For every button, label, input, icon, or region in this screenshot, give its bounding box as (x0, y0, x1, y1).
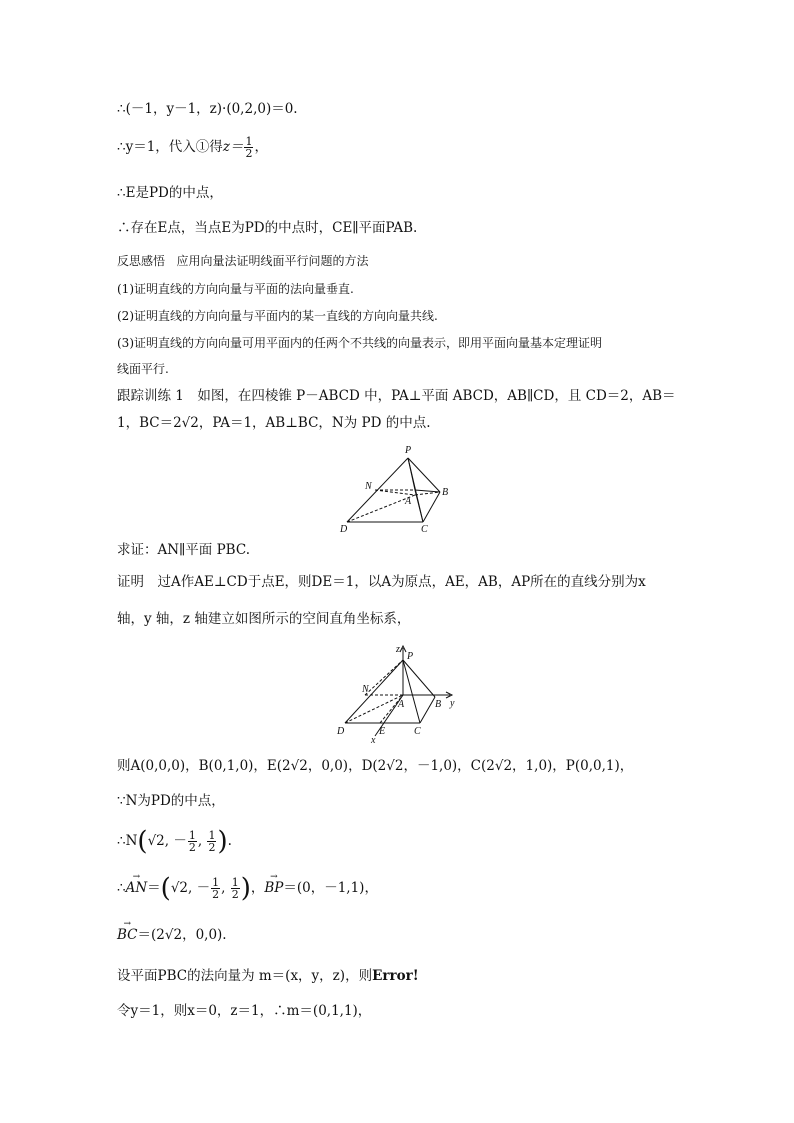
exercise-line-2: 1，BC＝2√2，PA＝1，AB⊥BC，N为 PD 的中点. (117, 415, 431, 431)
reflection-item-2: (2)证明直线的方向向量与平面内的某一直线的方向向量共线. (117, 309, 438, 323)
axis-label-z: z (396, 644, 400, 655)
vector-AN: → AN (126, 879, 148, 897)
label-B: B (442, 487, 449, 498)
error-text: Error! (372, 968, 419, 984)
n-coordinates: ∴N(√2, － $\frac{1}{2}$ , $\frac{1}{2}$ ). (117, 826, 232, 857)
normal-vector-line (117, 967, 419, 985)
paren-close: ) (217, 826, 228, 857)
midpoint-line: ∵N为PD的中点， (117, 793, 225, 809)
prove-statement: 求证：AN∥平面 PBC. (117, 542, 250, 558)
denominator: 2 (208, 841, 216, 854)
label-A: A (398, 699, 405, 710)
denominator: 2 (245, 147, 253, 160)
bp-value: ＝(0，－1,1)， (283, 880, 378, 896)
numerator: 1 (188, 829, 196, 842)
exercise-line-1: 跟踪训练 1 如图，在四棱锥 P－ABCD 中，PA⊥平面 ABCD，AB∥CD，且 CD＝2，AB＝ (117, 388, 676, 404)
pyramid-figure-2 (335, 640, 470, 745)
label-C: C (421, 524, 428, 535)
denominator: 2 (188, 841, 196, 854)
numerator: 1 (212, 876, 220, 889)
vector-bc (117, 926, 227, 944)
reflection-item-3-cont: 线面平行. (117, 362, 169, 376)
bc-value: ＝(2√2，0,0). (137, 927, 227, 943)
numerator: 1 (208, 829, 216, 842)
label-E: E (379, 726, 386, 737)
label-A: A (405, 496, 412, 507)
line-y-equals-1 (117, 136, 268, 159)
normal-text: 设平面PBC的法向量为 m＝(x，y，z)，则 (117, 968, 373, 984)
comma: ， (254, 139, 268, 155)
paren-close: ) (240, 873, 251, 904)
label-D: D (337, 726, 345, 737)
reflection-item-3: (3)证明直线的方向向量可用平面内的任两个不共线的向量表示，即用平面向量基本定理证明 (117, 336, 603, 350)
line-dot-product: ∴(－1，y－1，z)·(0,2,0)＝0. (117, 101, 298, 117)
reflection-heading (117, 252, 368, 270)
label-D: D (340, 524, 348, 535)
reflection-subtitle: 应用向量法证明线面平行问题的方法 (176, 254, 369, 268)
reflection-title: 反思感悟 (117, 254, 166, 268)
therefore: ∴ (117, 880, 126, 896)
fraction-one-half (188, 830, 197, 853)
denominator: 2 (212, 888, 220, 901)
paren-open: ( (160, 873, 171, 904)
n-prefix: ∴N (117, 833, 138, 849)
coordinates-line: 则A(0,0,0)，B(0,1,0)，E(2√2，0,0)，D(2√2，－1,0)，C(2√2，1,0)，P(0,0,1)， (117, 758, 634, 774)
line-conclusion: ∴存在E点，当点E为PD的中点时，CE∥平面PAB. (117, 220, 418, 236)
vector-an-bp: ∴→ AN＝(√2, － $\frac{1}{2}$ , $\frac{1}{2}$ )，→ BP＝(0，－1,1)， (117, 877, 378, 900)
equals: ＝ (147, 880, 161, 896)
proof-line-1: 证明 过A作AE⊥CD于点E，则DE＝1，以A为原点，AE，AB，AP所在的直线分别为x (117, 574, 646, 590)
axis-label-x: x (371, 735, 376, 745)
numerator: 1 (231, 876, 239, 889)
fraction-one-half (207, 830, 216, 853)
pyramid-figure-1 (335, 440, 465, 535)
fraction-one-half (244, 136, 253, 159)
label-P: P (407, 651, 414, 662)
label-B: B (435, 699, 442, 710)
label-C: C (414, 726, 421, 737)
fraction-one-half (211, 877, 220, 900)
reflection-item-1: (1)证明直线的方向向量与平面的法向量垂直. (117, 282, 354, 296)
final-line: 令y＝1，则x＝0，z＝1，∴m＝(0,1,1)， (117, 1003, 372, 1019)
numerator: 1 (245, 135, 253, 148)
proof-line-2: 轴，y 轴，z 轴建立如图所示的空间直角坐标系， (117, 611, 411, 627)
an-inner: √2, － (170, 880, 211, 896)
denominator: 2 (231, 888, 239, 901)
vector-BP: → BP (264, 879, 283, 897)
n-inner: √2, － (147, 833, 187, 849)
line-e-midpoint: ∴E是PD的中点， (117, 185, 223, 201)
vector-BC: → BC (117, 926, 138, 944)
text-segment: ∴y＝1，代入①得 (117, 139, 223, 155)
paren-open: ( (137, 826, 148, 857)
z-equals: z＝ (222, 139, 244, 155)
axis-label-y: y (450, 698, 455, 709)
label-P: P (405, 445, 412, 456)
fraction-one-half (231, 877, 240, 900)
label-N: N (365, 481, 372, 492)
label-N: N (362, 684, 369, 695)
